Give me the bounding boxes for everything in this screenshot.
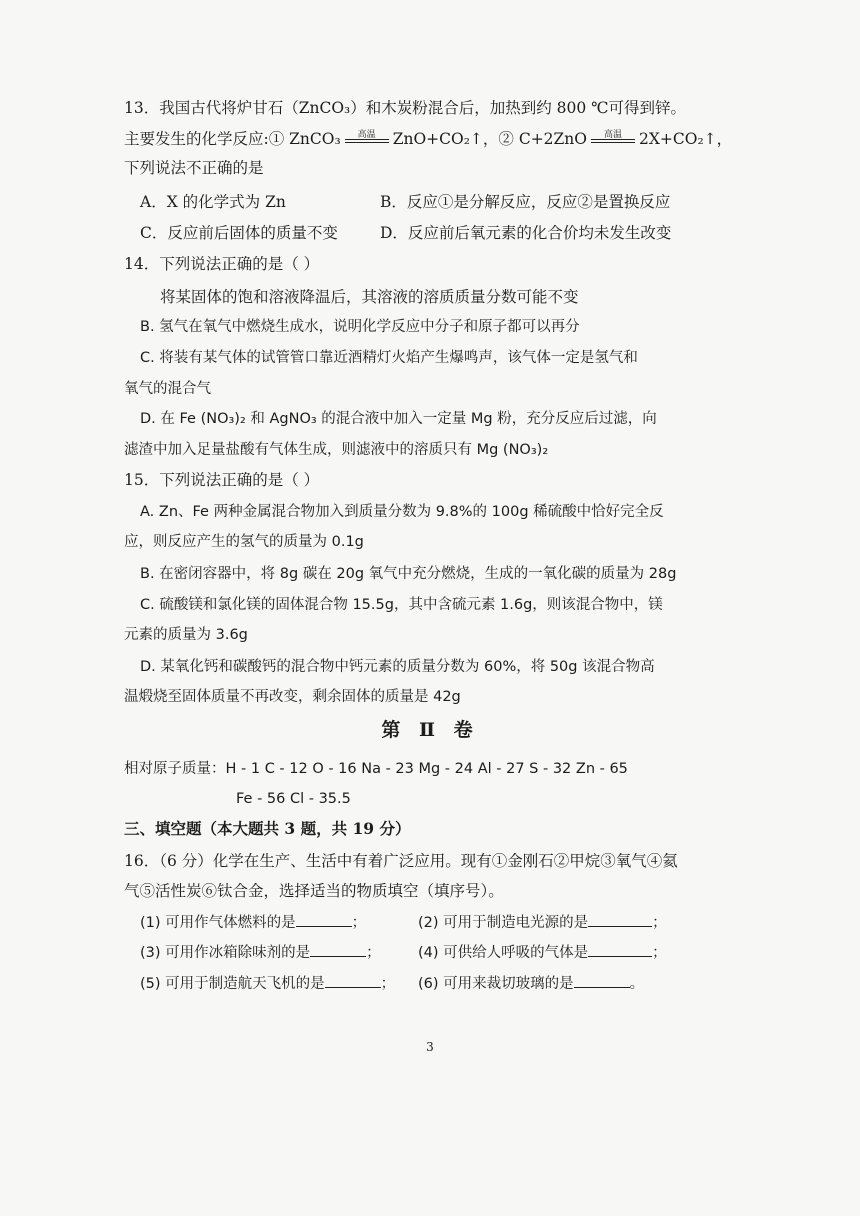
q13-stem-text: 13．我国古代将炉甘石（ZnCO₃）和木炭粉混合后，加热到约 800 ℃可得到锌。 [124,99,687,117]
q13-line2 [0,128,860,150]
q15-option-c-line1 [0,594,860,616]
q16-item-1: (1) 可用作气体燃料的是 [140,915,296,931]
q16-blanks-row1 [0,912,860,934]
q15-option-d-text2: 温煅烧至固体质量不再改变，剩余固体的质量是 42g [124,689,461,705]
q14-option-d-text2: 滤渣中加入足量盐酸有气体生成，则滤液中的溶质只有 Mg (NO₃)₂ [124,442,549,458]
q13-option-b: B．反应①是分解反应，反应②是置换反应 [380,193,671,211]
q15-option-c-line2 [0,624,860,646]
q15-option-d-line2 [0,686,860,708]
section-title-text: 第 Ⅱ 卷 [381,719,479,741]
end-mark: 。 [629,976,645,992]
q15-option-a-text2: 应，则反应产生的氢气的质量为 0.1g [124,534,364,550]
q16-item-3: (3) 可用作冰箱除味剂的是 [140,945,311,961]
separator: ； [652,945,667,961]
q15-option-b-text: B. 在密闭容器中，将 8g 碳在 20g 氧气中充分燃烧，生成的一氧化碳的质量为 28g [140,566,677,582]
q14-option-c-text2: 氧气的混合气 [124,381,211,397]
q14-option-c-line1 [0,347,860,369]
q14-option-c-text1: C. 将装有某气体的试管管口靠近酒精灯火焰产生爆鸣声，该气体一定是氢气和 [140,350,638,366]
condition-label-1: 高温 [357,130,376,140]
q15-option-d-line1 [0,656,860,678]
q16-blank-2[interactable] [588,912,652,927]
q15-stem [0,469,860,491]
q13-line1 [0,97,860,119]
separator: ； [652,915,667,931]
q15-option-c-text1: C. 硫酸镁和氯化镁的固体混合物 15.5g，其中含硫元素 1.6g，则该混合物中，镁 [140,597,663,613]
atomic-masses-text2: Fe - 56 Cl - 35.5 [236,791,351,807]
page-number [0,1036,860,1058]
q16-stem-line1 [0,850,860,872]
q15-option-c-text2: 元素的质量为 3.6g [124,627,248,643]
q14-option-d-line2 [0,439,860,461]
q14-option-d-line1 [0,408,860,430]
q16-blank-1[interactable] [296,912,352,927]
q15-option-a-text1: A. Zn、Fe 两种金属混合物加入到质量分数为 9.8%的 100g 稀硫酸中恰好完全反 [140,504,664,520]
q15-stem-text: 15．下列说法正确的是（ ） [124,471,320,489]
q14-option-c-line2 [0,378,860,400]
q13-equation-2-right: 2X+CO₂↑， [639,130,733,148]
reaction-condition-arrow-2 [591,130,635,150]
q14-option-b [0,316,860,338]
q13-option-d: D．反应前后氧元素的化合价均未发生改变 [380,224,672,242]
q16-blank-4[interactable] [588,942,652,957]
separator: ； [351,915,367,931]
q13-question: 下列说法不正确的是 [124,159,264,177]
q14-stem [0,253,860,275]
q13-options-row1 [0,191,860,213]
q14-option-a [0,286,860,308]
page-number-text: 3 [426,1040,434,1054]
q16-item-6: (6) 可用来裁切玻璃的是 [418,976,574,992]
q16-blanks-row3 [0,973,860,995]
q13-options-row2 [0,222,860,244]
separator: ； [366,945,381,961]
q15-option-a-line1 [0,501,860,523]
section-title [0,719,860,741]
q14-option-b-text: B. 氢气在氧气中燃烧生成水，说明化学反应中分子和原子都可以再分 [140,319,580,335]
condition-label-2: 高温 [603,130,622,140]
atomic-masses-line1 [0,758,860,780]
q15-option-d-text1: D. 某氧化钙和碳酸钙的混合物中钙元素的质量分数为 60%，将 50g 该混合物高 [140,659,655,675]
q16-blank-3[interactable] [310,942,366,957]
reaction-condition-arrow-1 [345,130,389,150]
q16-item-2: (2) 可用于制造电光源的是 [418,915,589,931]
q13-option-a: A．X 的化学式为 Zn [140,193,286,211]
q16-stem-text2: 气⑤活性炭⑥钛合金，选择适当的物质填空（填序号）。 [124,882,504,900]
section-heading-text: 三、填空题（本大题共 3 题，共 19 分） [124,819,411,838]
q16-blanks-row2 [0,942,860,964]
q14-option-d-text1: D. 在 Fe (NO₃)₂ 和 AgNO₃ 的混合液中加入一定量 Mg 粉，充分反应后过滤，向 [140,411,657,427]
q13-option-c: C．反应前后固体的质量不变 [140,224,338,242]
q16-stem-text1: 16．（6 分）化学在生产、生活中有着广泛应用。现有①金刚石②甲烷③氧气④氦 [124,852,678,870]
q16-item-5: (5) 可用于制造航天飞机的是 [140,976,325,992]
q13-equation-1-left: 主要发生的化学反应:① ZnCO₃ [124,130,341,148]
section-heading [0,818,860,840]
q13-line3 [0,157,860,179]
q16-item-4: (4) 可供给人呼吸的气体是 [418,945,589,961]
atomic-masses-line2 [0,788,860,810]
q14-option-a-text: 将某固体的饱和溶液降温后，其溶液的溶质质量分数可能不变 [160,288,579,306]
q15-option-b [0,563,860,585]
q16-stem-line2 [0,880,860,902]
q16-blank-6[interactable] [574,973,630,988]
q15-option-a-line2 [0,531,860,553]
q16-blank-5[interactable] [325,973,381,988]
atomic-masses-text1: 相对原子质量：H - 1 C - 12 O - 16 Na - 23 Mg - 24 Al - 27 S - 32 Zn - 65 [124,761,628,777]
q14-stem-text: 14．下列说法正确的是（ ） [124,255,320,273]
q13-equation-mid: ZnO+CO₂↑，② C+2ZnO [392,130,587,148]
separator: ； [380,976,396,992]
